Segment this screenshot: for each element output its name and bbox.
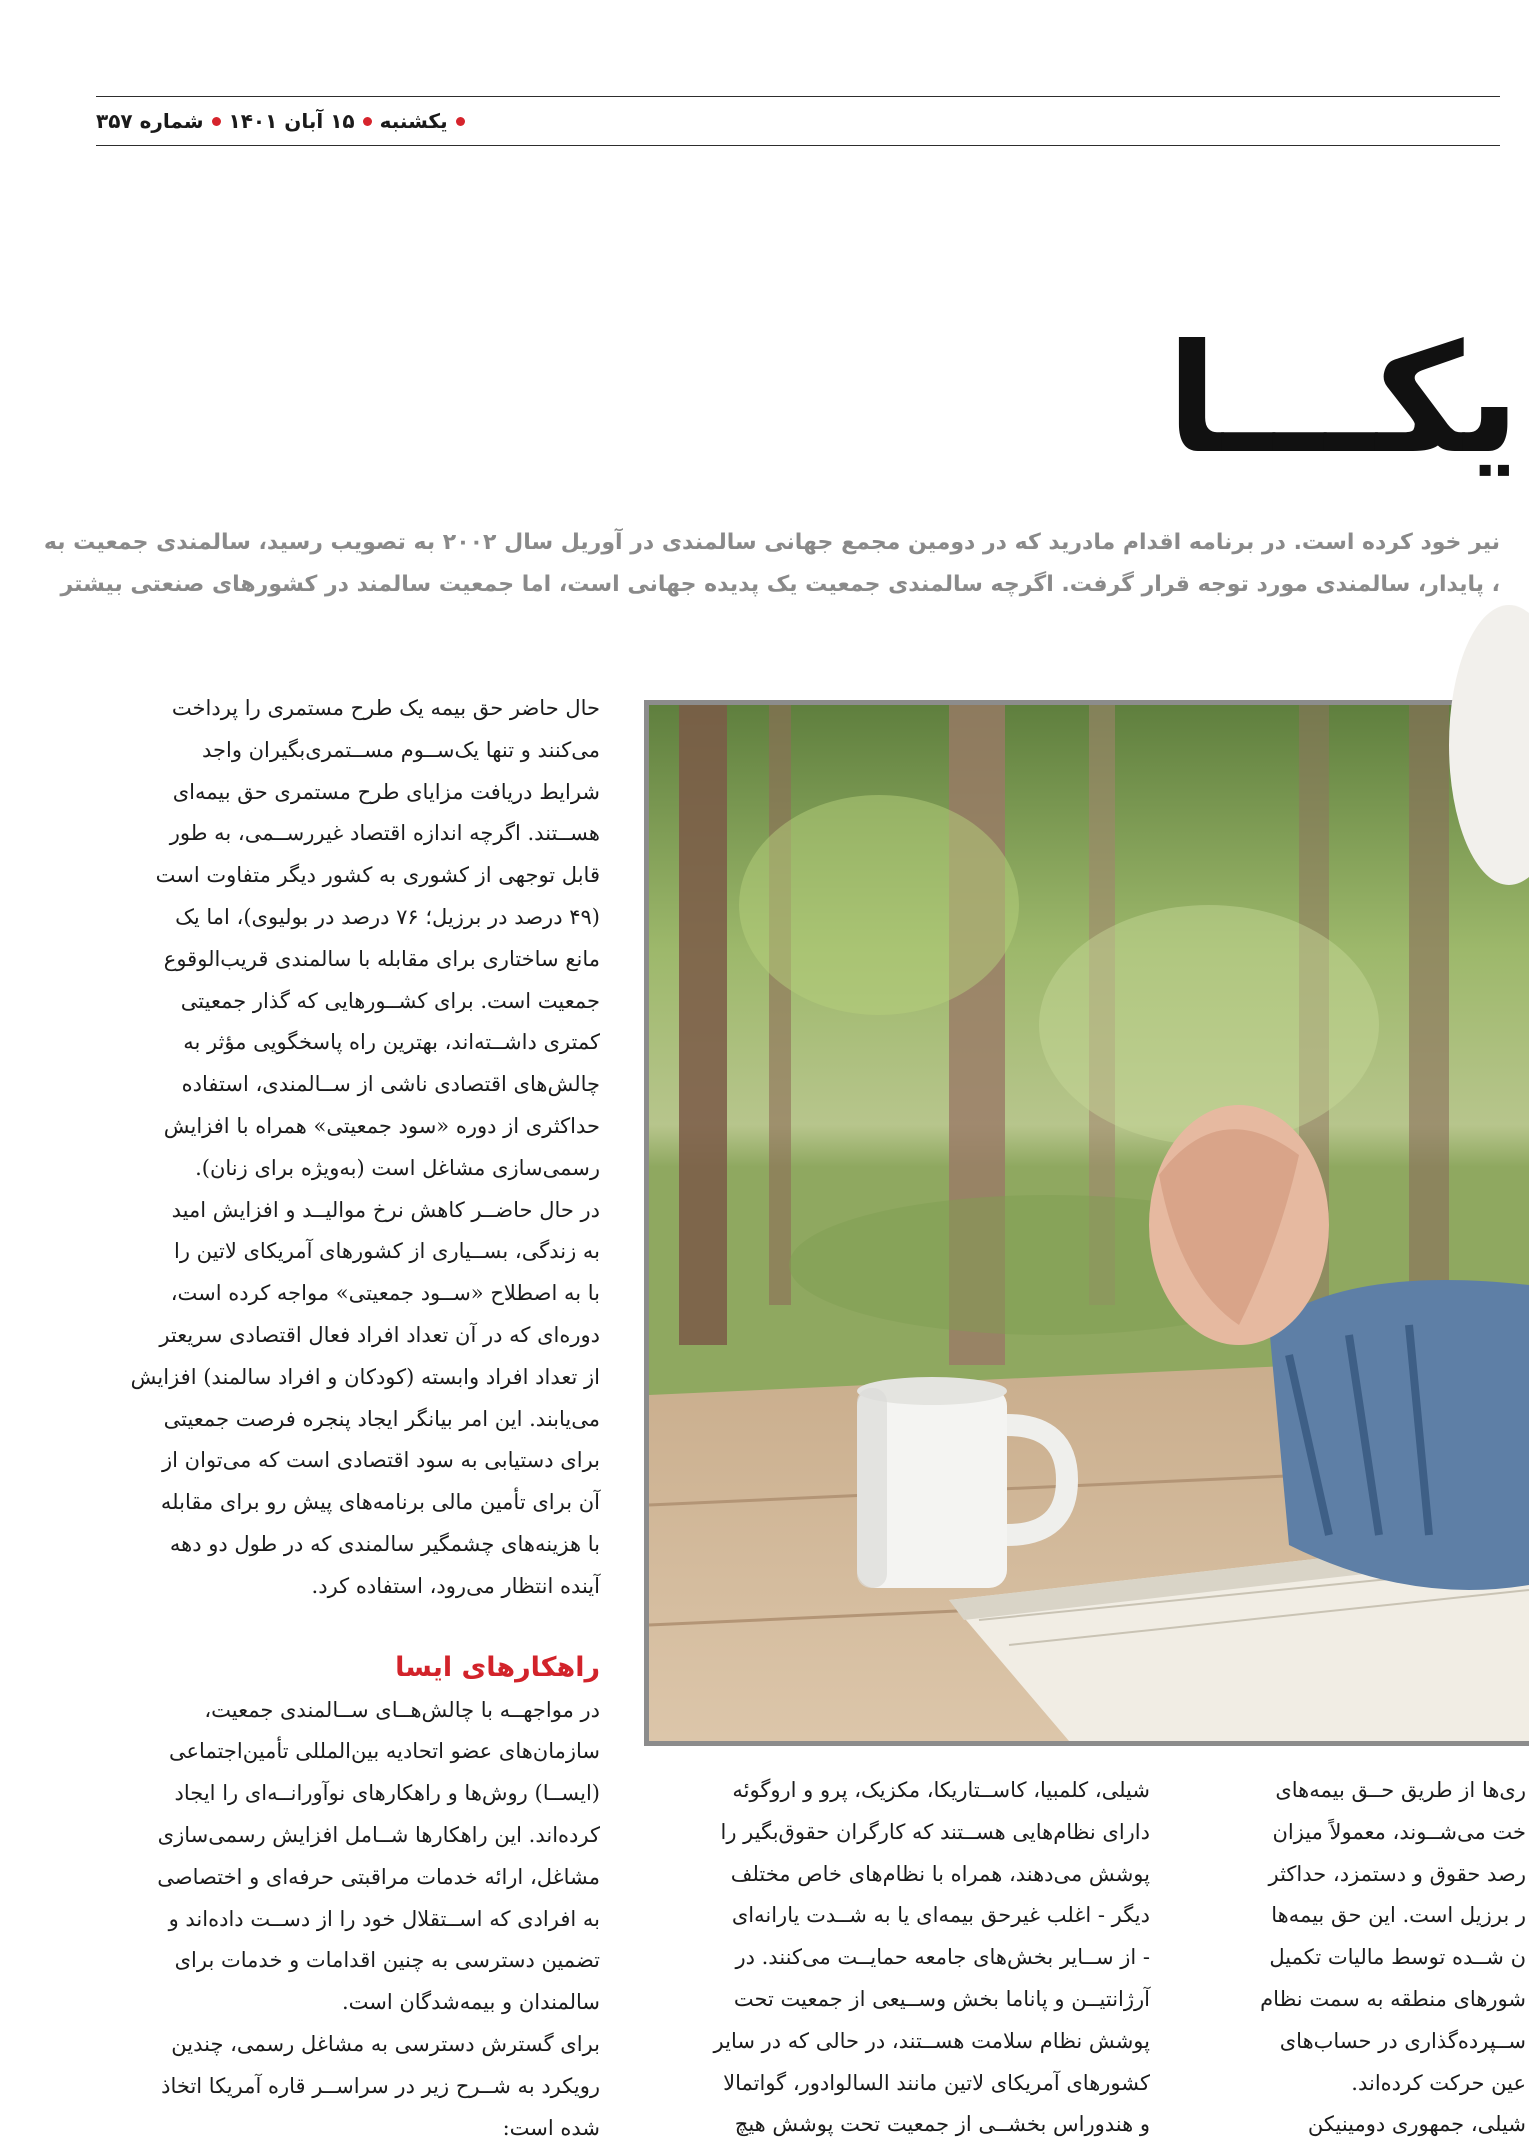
text-line: مشاغل، ارائه خدمات مراقبتی حرفه‌ای و اختصاصی (96, 1857, 600, 1899)
text-line: کشورهای آمریکای لاتین مانند السالوادور، گواتمالا (644, 2063, 1150, 2105)
issue-date (229, 109, 380, 133)
bullet-dot-icon (363, 117, 372, 126)
text-line: رصد حقوق و دستمزد، حداکثر (1196, 1854, 1526, 1896)
issue-date-text: ۱۵ آبان ۱۴۰۱ (229, 109, 355, 133)
article-column-left (96, 688, 600, 2149)
text-line: (۴۹ درصد در برزیل؛ ۷۶ درصد در بولیوی)، اما یک (96, 897, 600, 939)
text-line: و هندوراس بخشــی از جمعیت تحت پوشش هیچ (644, 2104, 1150, 2146)
text-line: با هزینه‌های چشمگیر سالمندی که در طول دو دهه (96, 1524, 600, 1566)
text-line: برای دستیابی به سود اقتصادی است که می‌توان از (96, 1440, 600, 1482)
text-line: حداکثری از دوره «سود جمعیتی» همراه با افزایش (96, 1106, 600, 1148)
bullet-dot-icon (212, 117, 221, 126)
text-line: به زندگی، بســیاری از کشورهای آمریکای لاتین را (96, 1231, 600, 1273)
paragraph-pension (96, 688, 600, 1190)
text-line: (ایســا) روش‌ها و راهکارهای نوآورانــه‌ای را ایجاد (96, 1773, 600, 1815)
issue-info-bar (96, 103, 596, 139)
text-line: شیلی، جمهوری دومینیکن (1196, 2104, 1526, 2146)
section-subheading: راهکارهای ایسا (96, 1646, 600, 1690)
text-line: شورهای منطقه به سمت نظام (1196, 1979, 1526, 2021)
text-line: شرایط دریافت مزایای طرح مستمری حق بیمه‌ای (96, 772, 600, 814)
article-column-right (1196, 1770, 1526, 2146)
text-line: کمتری داشــته‌اند، بهترین راه پاسخگویی مؤثر به (96, 1022, 600, 1064)
text-line: رسمی‌سازی مشاغل است (به‌ویژه برای زنان). (96, 1148, 600, 1190)
issue-number-text: شماره ۳۵۷ (96, 109, 204, 133)
text-line: ری‌ها از طریق حــق بیمه‌های (1196, 1770, 1526, 1812)
text-line: قابل توجهی از کشوری به کشور دیگر متفاوت است (96, 855, 600, 897)
paragraph-formal-jobs (96, 2024, 600, 2149)
text-line: از تعداد افراد وابسته (کودکان و افراد سالمند) افزایش (96, 1357, 600, 1399)
article-column-middle (644, 1770, 1150, 2146)
text-line: سالمندان و بیمه‌شدگان است. (96, 1982, 600, 2024)
headline: یکـــا (1166, 300, 1520, 500)
text-line: سازمان‌های عضو اتحادیه بین‌المللی تأمین‌اجتماعی (96, 1731, 600, 1773)
text-line: به افرادی که اســتقلال خود را از دســت داده‌اند و (96, 1899, 600, 1941)
article-photo (644, 700, 1529, 1746)
text-line: تضمین دسترسی به چنین اقدامات و خدمات برای (96, 1940, 600, 1982)
text-line: با به اصطلاح «ســود جمعیتی» مواجه کرده است، (96, 1273, 600, 1315)
text-line: می‌کنند و تنها یک‌ســوم مســتمری‌بگیران واجد (96, 730, 600, 772)
foliage-blur (739, 795, 1019, 1015)
issue-day-text: یکشنبه (380, 109, 448, 133)
text-line: مانع ساختاری برای مقابله با سالمندی قریب‌الوقوع (96, 939, 600, 981)
text-line: هســتند. اگرچه اندازه اقتصاد غیررســمی، به طور (96, 813, 600, 855)
text-line: آن برای تأمین مالی برنامه‌های پیش رو برای مقابله (96, 1482, 600, 1524)
header-rule-bottom (96, 145, 1500, 146)
text-line: در حال حاضــر کاهش نرخ موالیــد و افزایش امید (96, 1190, 600, 1232)
text-line: ســپرده‌گذاری در حساب‌های (1196, 2021, 1526, 2063)
bullet-dot-icon (456, 117, 465, 126)
tree-trunk (769, 705, 791, 1305)
text-line: عین حرکت کرده‌اند. (1196, 2063, 1526, 2105)
lead-paragraph (96, 522, 1500, 606)
tree-trunk (1409, 705, 1449, 1355)
text-line: آرژانتیــن و پاناما بخش وســیعی از جمعیت تحت (644, 1979, 1150, 2021)
text-line: پوشش می‌دهند، همراه با نظام‌های خاص مختلف (644, 1854, 1150, 1896)
text-line: کرده‌اند. این راهکارها شــامل افزایش رسمی‌سازی (96, 1815, 600, 1857)
text-line: جمعیت است. برای کشــورهایی که گذار جمعیتی (96, 981, 600, 1023)
text-line: پوشش نظام سلامت هســتند، در حالی که در سایر (644, 2021, 1150, 2063)
paragraph-right (1196, 1770, 1526, 2146)
text-line: می‌یابند. این امر بیانگر ایجاد پنجره فرصت جمعیتی (96, 1399, 600, 1441)
text-line: رویکرد به شــرح زیر در سراســر قاره آمریکا اتخاذ (96, 2066, 600, 2108)
text-line: چالش‌های اقتصادی ناشی از ســالمندی، استفاده (96, 1064, 600, 1106)
tree-trunk (679, 705, 727, 1345)
text-line: دوره‌ای که در آن تعداد افراد فعال اقتصادی سریعتر (96, 1315, 600, 1357)
text-line: ن شــده توسط مالیات تکمیل (1196, 1937, 1526, 1979)
foliage-blur (1039, 905, 1379, 1145)
photo-illustration (649, 705, 1529, 1741)
text-line: دارای نظام‌هایی هســتند که کارگران حقوق‌بگیر را (644, 1812, 1150, 1854)
text-line: دیگر - اغلب غیرحق بیمه‌ای یا به شــدت یارانه‌ای (644, 1895, 1150, 1937)
text-line: در مواجهــه با چالش‌هــای ســالمندی جمعیت، (96, 1690, 600, 1732)
paragraph-demographic-dividend (96, 1190, 600, 1608)
text-line: - از ســایر بخش‌های جامعه حمایــت می‌کنند. در (644, 1937, 1150, 1979)
text-line: خت می‌شــوند، معمولاً میزان (1196, 1812, 1526, 1854)
lead-line: ، پایدار، سالمندی مورد توجه قرار گرفت. اگرچه سالمندی جمعیت یک پدیده جهانی است، اما جمعیت سالمند در کشورهای صنعتی بیشتر (96, 564, 1500, 606)
issue-number (96, 109, 229, 133)
issue-day (380, 109, 473, 133)
header-rule-top (96, 96, 1500, 97)
paragraph-middle (644, 1770, 1150, 2146)
text-line: حال حاضر حق بیمه یک طرح مستمری را پرداخت (96, 688, 600, 730)
paragraph-issa (96, 1690, 600, 2024)
text-line: شیلی، کلمبیا، کاســتاریکا، مکزیک، پرو و اروگوئه (644, 1770, 1150, 1812)
text-line: آینده انتظار می‌رود، استفاده کرد. (96, 1566, 600, 1608)
lead-line: نیر خود کرده است. در برنامه اقدام مادرید که در دومین مجمع جهانی سالمندی در آوریل سال ۲۰۰۲ به تصویب رسید، سالمندی جمعیت به (96, 522, 1500, 564)
text-line: برای گسترش دسترسی به مشاغل رسمی، چندین (96, 2024, 600, 2066)
text-line: شده است: (96, 2108, 600, 2149)
text-line: ر برزیل است. این حق بیمه‌ها (1196, 1895, 1526, 1937)
